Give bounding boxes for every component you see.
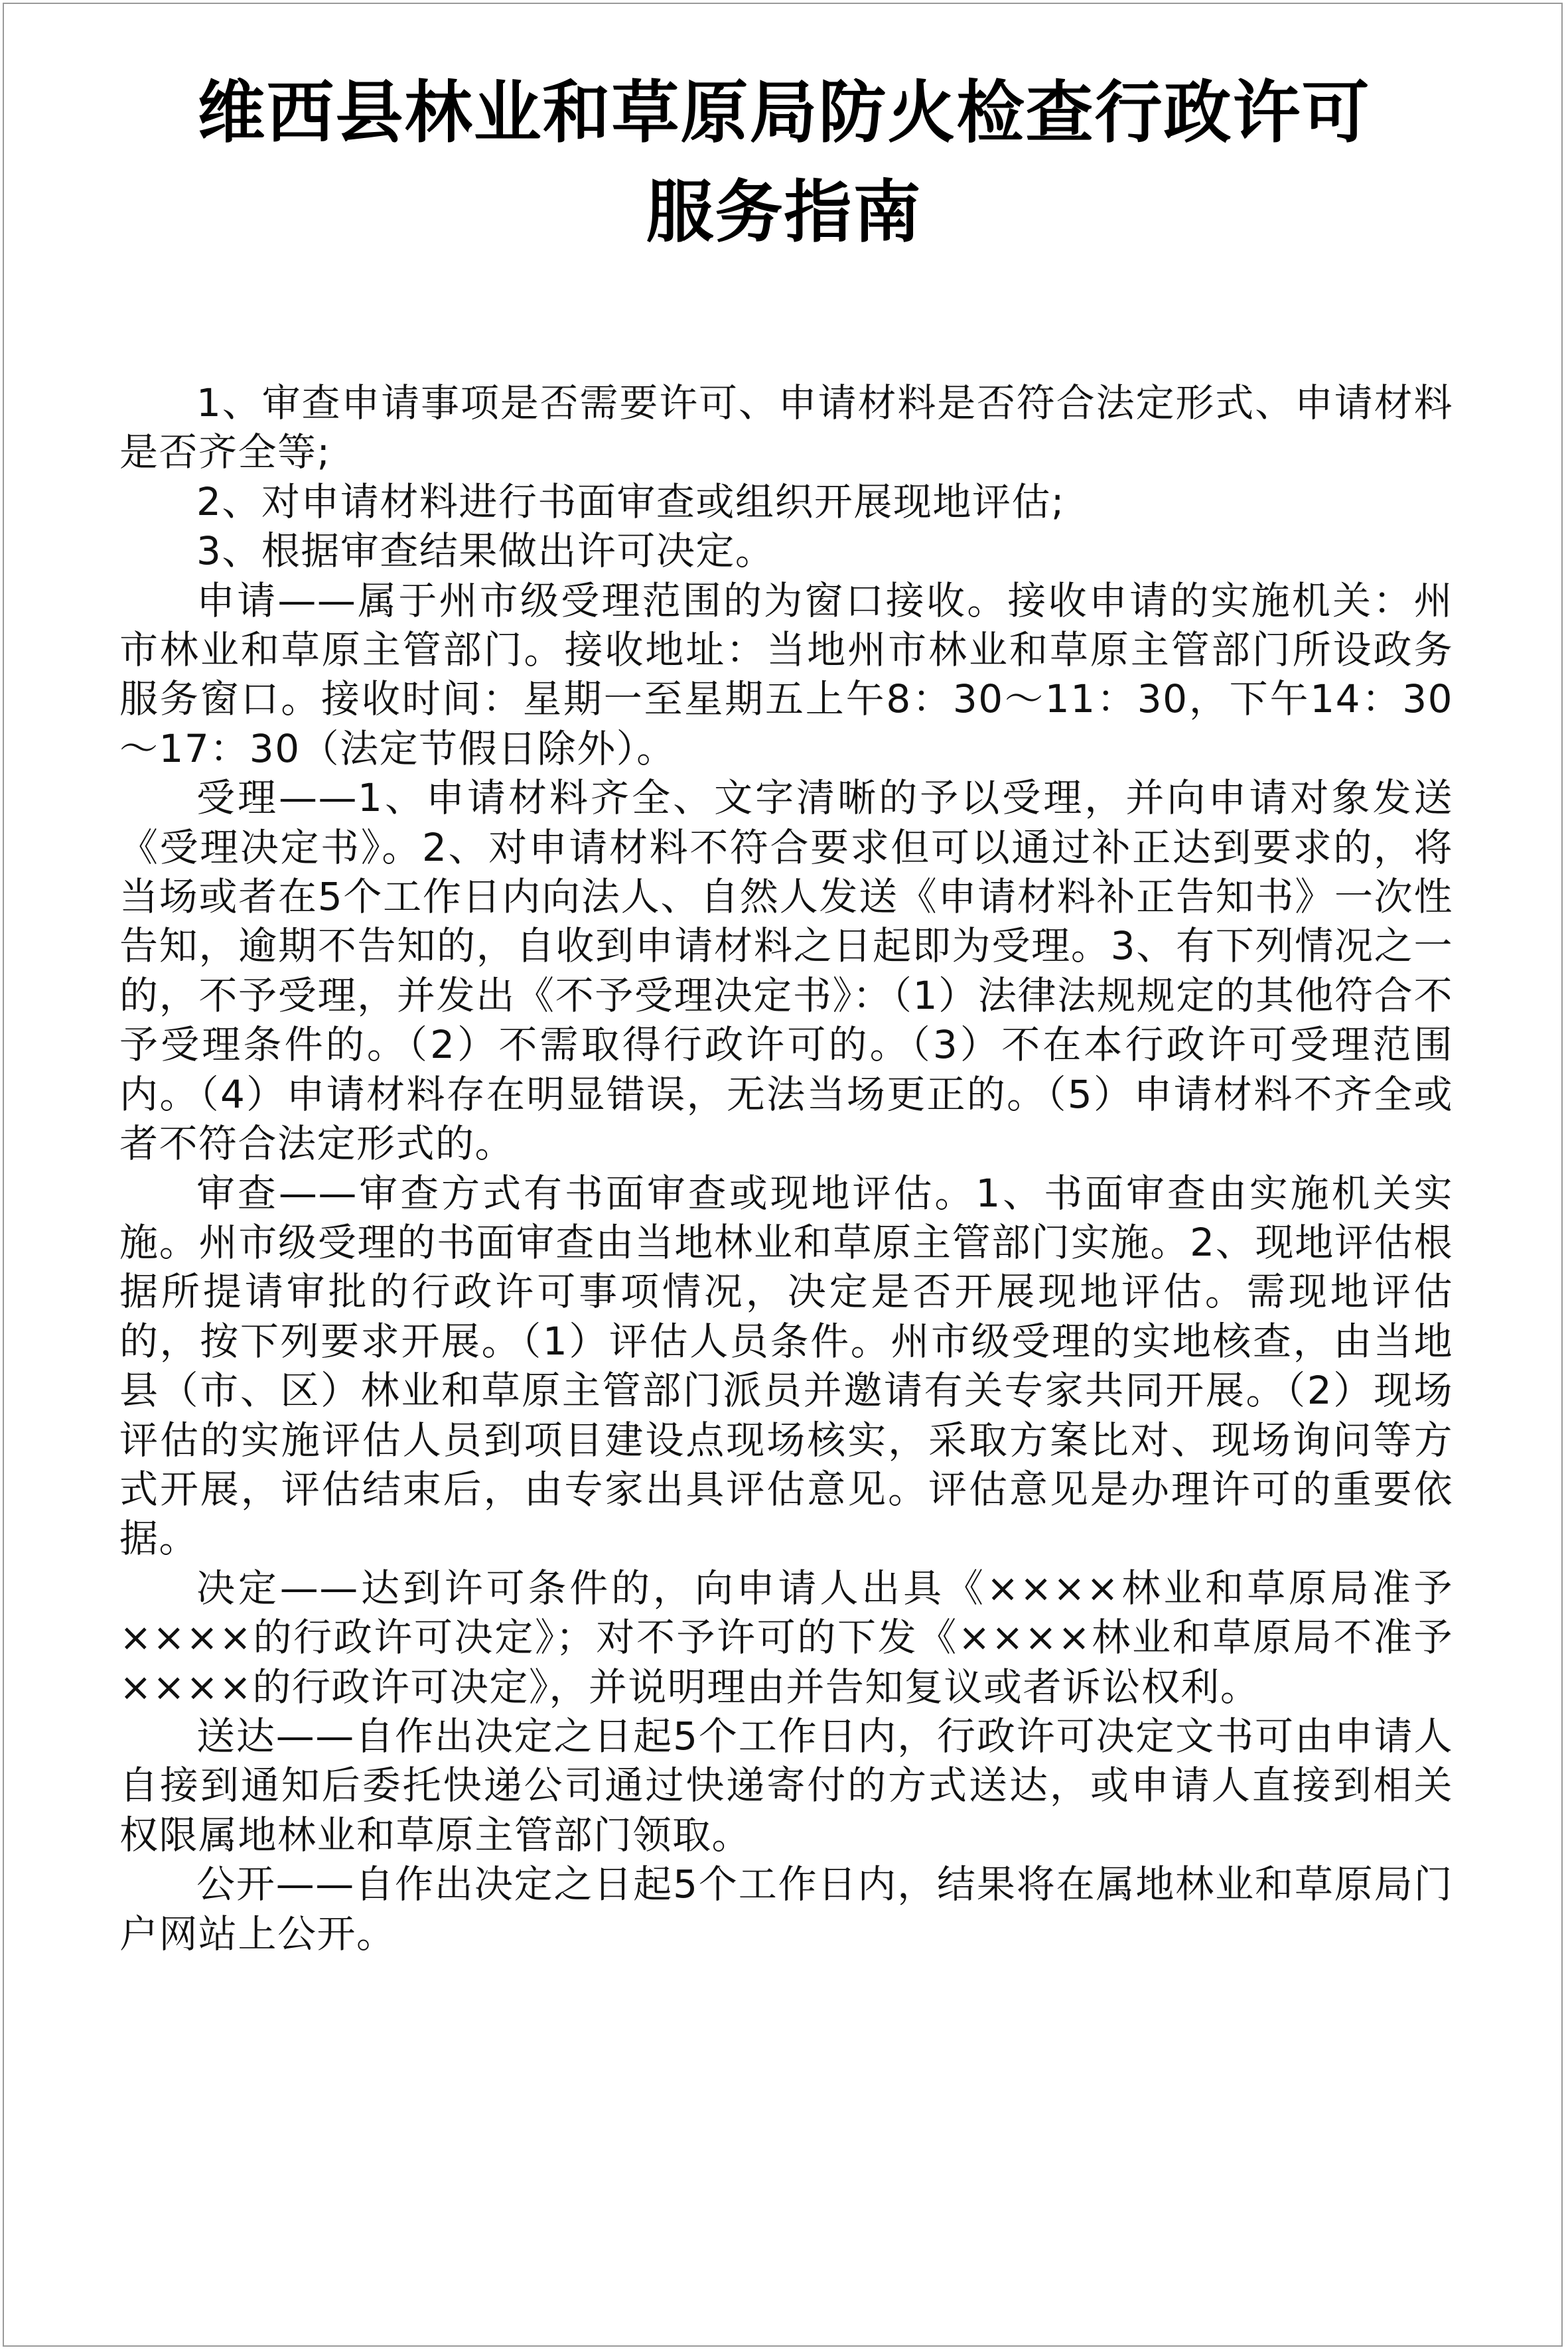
section-application: 申请——属于州市级受理范围的为窗口接收。接收申请的实施机关：州市林业和草原主管部门。接收地址：当地州市林业和草原主管部门所设政务服务窗口。接收时间：星期一至星期五上午8：30～11：30，下午14：30～17：30（法定节假日除外）。 <box>119 577 1453 771</box>
review-item-1: 1、审查申请事项是否需要许可、申请材料是否符合法定形式、申请材料是否齐全等; <box>119 380 1453 475</box>
section-acceptance: 受理——1、申请材料齐全、文字清晰的予以受理，并向申请对象发送《受理决定书》。2、对申请材料不符合要求但可以通过补正达到要求的，将当场或者在5个工作日内向法人、自然人发送《申请材料补正告知书》一次性告知，逾期不告知的，自收到申请材料之日起即为受理。3、有下列情况之一的，不予受理，并发出《不予受理决定书》：（1）法律法规规定的其他符合不予受理条件的。（2）不需取得行政许可的。（3）不在本行政许可受理范围内。（4）申请材料存在明显错误，无法当场更正的。（5）申请材料不齐全或者不符合法定形式的。 <box>119 775 1453 1167</box>
review-item-2: 2、对申请材料进行书面审查或组织开展现地评估; <box>196 478 1065 524</box>
section-review: 审查——审查方式有书面审查或现地评估。1、书面审查由实施机关实施。州市级受理的书面审查由当地林业和草原主管部门实施。2、现地评估根据所提请审批的行政许可事项情况，决定是否开展现地评估。需现地评估的，按下列要求开展。（1）评估人员条件。州市级受理的实地核查，由当地县（市、区）林业和草原主管部门派员并邀请有关专家共同开展。（2）现场评估的实施评估人员到项目建设点现场核实，采取方案比对、现场询问等方式开展，评估结束后，由专家出具评估意见。评估意见是办理许可的重要依据。 <box>119 1170 1453 1562</box>
document-title-line-1: 维西县林业和草原局防火检查行政许可 <box>197 74 1371 153</box>
document-body <box>119 378 1453 1958</box>
section-delivery: 送达——自作出决定之日起5个工作日内，行政许可决定文书可由申请人自接到通知后委托快递公司通过快递寄付的方式送达，或申请人直接到相关权限属地林业和草原主管部门领取。 <box>119 1713 1453 1858</box>
section-disclosure: 公开——自作出决定之日起5个工作日内，结果将在属地林业和草原局门户网站上公开。 <box>119 1862 1453 1956</box>
document-title-line-2: 服务指南 <box>646 173 922 252</box>
section-decision: 决定——达到许可条件的，向申请人出具《××××林业和草原局准予××××的行政许可决定》；对不予许可的下发《××××林业和草原局不准予××××的行政许可决定》，并说明理由并告知复议或者诉讼权利。 <box>119 1565 1453 1710</box>
review-item-3: 3、根据审查结果做出许可决定。 <box>196 528 775 574</box>
